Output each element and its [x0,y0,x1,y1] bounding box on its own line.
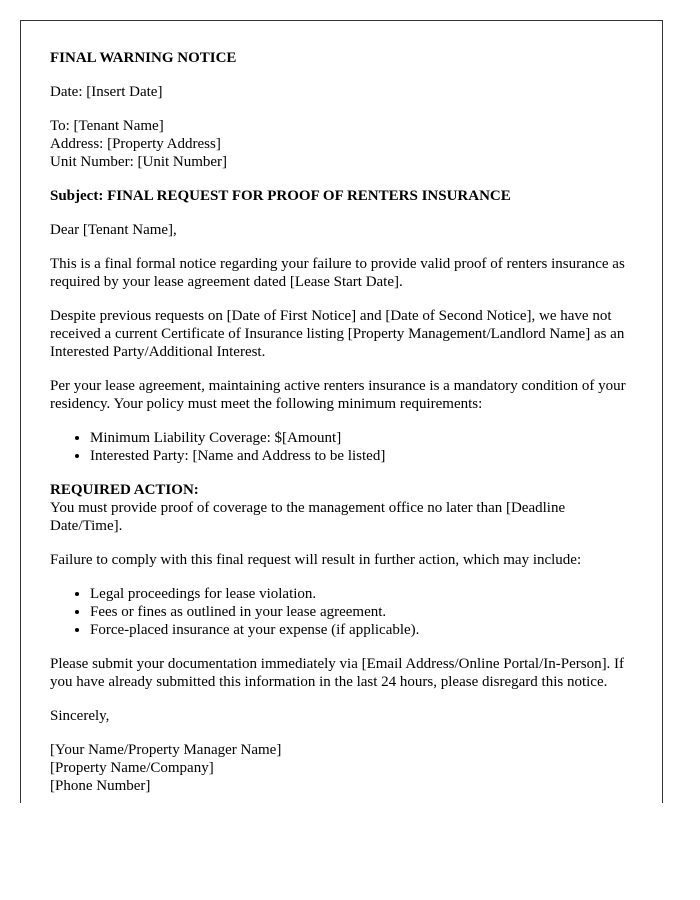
date-line: Date: [Insert Date] [50,84,163,100]
list-item: • Force-placed insurance at your expense (if applicable). [90,621,633,639]
paragraph-notice: This is a final formal notice regarding your failure to provide valid proof of renters insurance as required by your lease agreement dated [Lease Start Date]. [50,256,625,290]
list-item: • Legal proceedings for lease violation. [90,585,633,603]
signature-block [50,741,633,795]
signature-phone: [Phone Number] [50,778,151,794]
submit-paragraph: Please submit your documentation immediately via [Email Address/Online Portal/In-Person]. If you have already submitted this information in the last 24 hours, please disregard this notice. [50,656,625,690]
consequences-list [50,585,633,639]
salutation: Dear [Tenant Name], [50,222,177,238]
signature-company: [Property Name/Company] [50,760,214,776]
signature-name: [Your Name/Property Manager Name] [50,742,282,758]
list-item: • Fees or fines as outlined in your lease agreement. [90,603,633,621]
letter-title: FINAL WARNING NOTICE [50,50,237,66]
letter-document [20,20,663,803]
list-item: • Interested Party: [Name and Address to be listed] [90,447,633,465]
paragraph-requirements-intro: Per your lease agreement, maintaining active renters insurance is a mandatory condition of your residency. Your policy must meet the following minimum requirements: [50,378,626,412]
recipient-to: To: [Tenant Name] [50,118,164,134]
required-action-block [50,481,633,535]
closing: Sincerely, [50,708,110,724]
list-item: • Minimum Liability Coverage: $[Amount] [90,429,633,447]
required-action-heading: REQUIRED ACTION: [50,482,199,498]
subject-line: Subject: FINAL REQUEST FOR PROOF OF RENTERS INSURANCE [50,188,511,204]
recipient-unit: Unit Number: [Unit Number] [50,154,228,170]
recipient-address: Address: [Property Address] [50,136,221,152]
recipient-block [50,117,633,171]
required-action-text: You must provide proof of coverage to the management office no later than [Deadline Date/Time]. [50,500,566,534]
failure-intro: Failure to comply with this final request will result in further action, which may include: [50,552,582,568]
paragraph-previous-requests: Despite previous requests on [Date of First Notice] and [Date of Second Notice], we have not received a current Certificate of Insurance listing [Property Management/Landlord Name] as an Interested Party/Additional Interest. [50,308,625,360]
requirements-list [50,429,633,465]
